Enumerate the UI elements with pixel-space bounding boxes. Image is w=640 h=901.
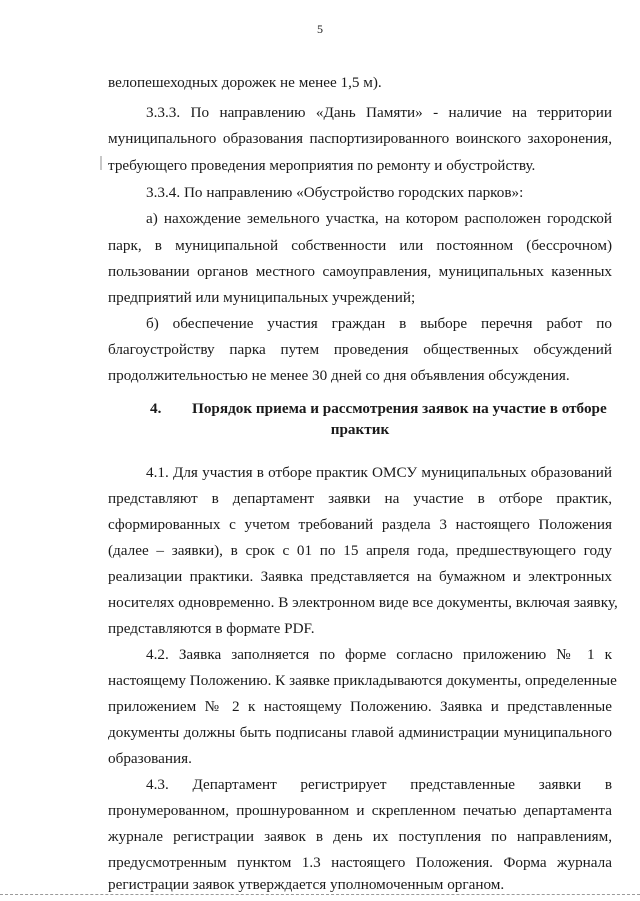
text-line: 3.3.4. По направлению «Обустройство городских парков»:: [146, 184, 524, 201]
text-line: продолжительностью не менее 30 дней со дня объявления обсуждения.: [108, 367, 570, 384]
text-line: представляются в формате PDF.: [108, 620, 315, 637]
text-line: реализации практики. Заявка представляется на бумажном и электронных: [108, 568, 612, 585]
text-line: пронумерованном, прошнурованном и скрепленном печатью департамента: [108, 802, 612, 819]
text-line: велопешеходных дорожек не менее 1,5 м).: [108, 74, 382, 91]
text-line: а) нахождение земельного участка, на котором расположен городской: [146, 210, 612, 227]
text-line: предусмотренным пунктом 1.3 настоящего Положения. Форма журнала: [108, 854, 612, 871]
text-line: носителях одновременно. В электронном виде все документы, включая заявку,: [108, 594, 618, 611]
text-line: 4.1. Для участия в отборе практик ОМСУ муниципальных образований: [146, 464, 612, 481]
text-line: настоящему Положению. К заявке прикладываются документы, определенные: [108, 672, 617, 689]
text-line: 4.3. Департамент регистрирует представленные заявки в: [146, 776, 612, 793]
section-title: Порядок приема и рассмотрения заявок на участие в отборе: [192, 400, 607, 417]
text-line: благоустройству парка путем проведения общественных обсуждений: [108, 341, 612, 358]
text-line: б) обеспечение участия граждан в выборе перечня работ по: [146, 315, 612, 332]
text-line: 4.2. Заявка заполняется по форме согласно приложению № 1 к: [146, 646, 612, 663]
text-line: 3.3.3. По направлению «Дань Памяти» - наличие на территории: [146, 104, 612, 121]
section-title-continued: практик: [330, 421, 390, 438]
text-line: регистрации заявок утверждается уполномоченным органом.: [108, 876, 505, 893]
text-line: парк, в муниципальной собственности или постоянном (бессрочном): [108, 237, 612, 254]
text-line: документы должны быть подписаны главой администрации муниципального: [108, 724, 612, 741]
text-line: представляют в департамент заявки на участие в отборе практик,: [108, 490, 612, 507]
text-line: предприятий или муниципальных учреждений;: [108, 289, 416, 306]
text-line: сформированных с учетом требований раздела 3 настоящего Положения: [108, 516, 612, 533]
text-line: приложением № 2 к настоящему Положению. Заявка и представленные: [108, 698, 612, 715]
margin-mark: [100, 156, 102, 170]
text-line: требующего проведения мероприятия по ремонту и обустройству.: [108, 157, 536, 174]
text-line: образования.: [108, 750, 192, 767]
text-line: журнале регистрации заявок в день их поступления по направлениям,: [108, 828, 612, 845]
page-bottom-edge: [0, 894, 640, 895]
page-number: 5: [317, 22, 323, 36]
text-line: (далее – заявки), в срок с 01 по 15 апреля года, предшествующего году: [108, 542, 612, 559]
text-line: муниципального образования паспортизированного воинского захоронения,: [108, 130, 612, 147]
section-number: 4.: [150, 400, 162, 417]
text-line: пользовании органов местного самоуправления, муниципальных казенных: [108, 263, 612, 280]
